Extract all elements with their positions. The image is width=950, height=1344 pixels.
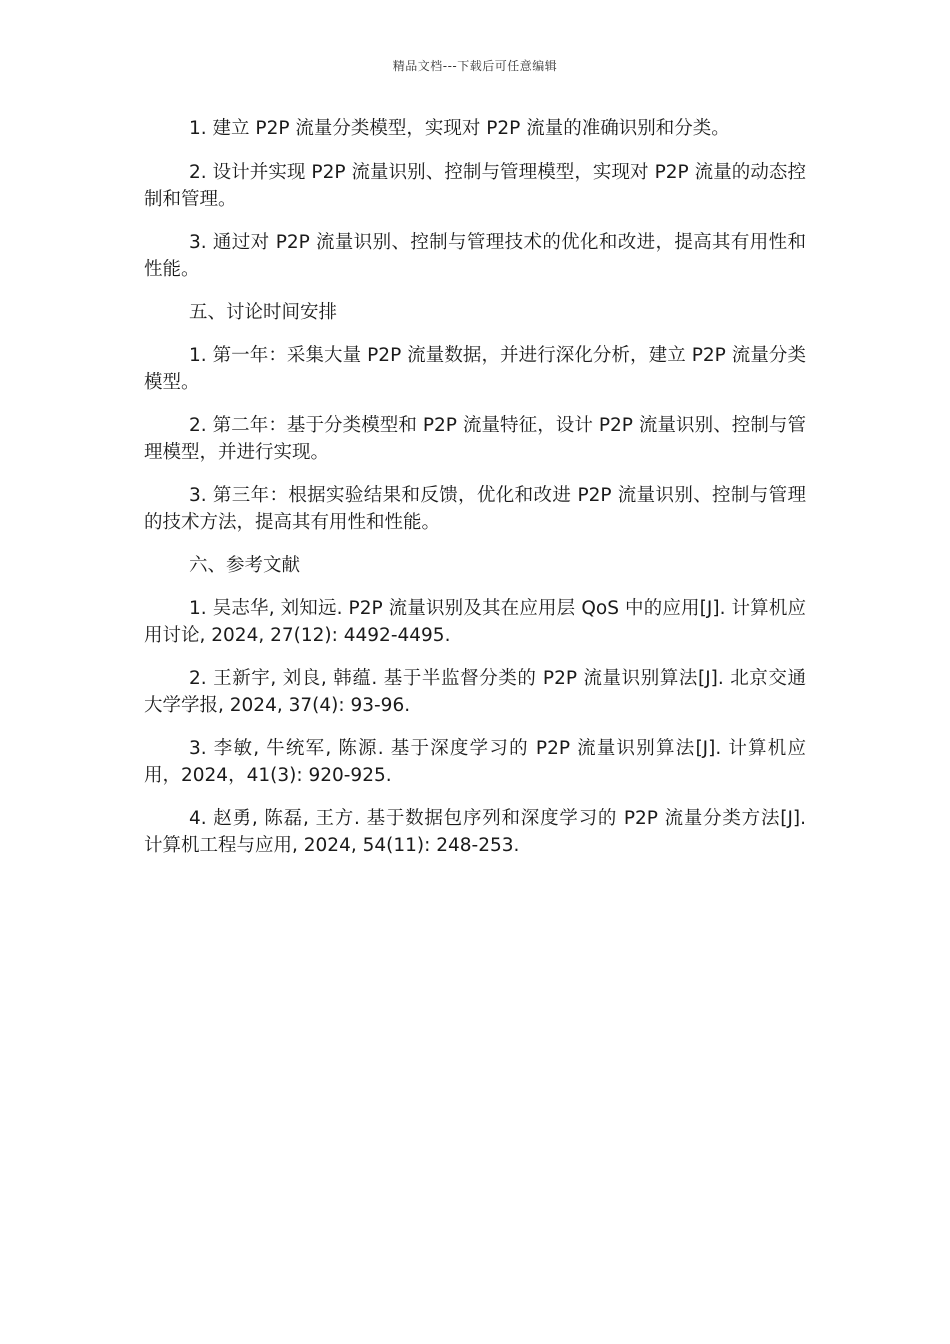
section-heading-references: 六、参考文献 bbox=[189, 555, 301, 576]
reference-item-4: 4. 赵勇, 陈磊, 王方. 基于数据包序列和深度学习的 P2P 流量分类方法[J]. 计算机工程与应用, 2024, 54(11): 248-253. bbox=[144, 808, 806, 856]
schedule-item-1: 1. 第一年：采集大量 P2P 流量数据，并进行深化分析，建立 P2P 流量分类模型。 bbox=[144, 345, 806, 393]
reference-item-3: 3. 李敏, 牛统军, 陈源. 基于深度学习的 P2P 流量识别算法[J]. 计算机应用，2024，41(3): 920-925. bbox=[144, 738, 806, 786]
section-heading-schedule: 五、讨论时间安排 bbox=[189, 302, 338, 323]
goal-item-1: 1. 建立 P2P 流量分类模型，实现对 P2P 流量的准确识别和分类。 bbox=[189, 118, 730, 139]
schedule-item-3: 3. 第三年：根据实验结果和反馈，优化和改进 P2P 流量识别、控制与管理的技术方法，提高其有用性和性能。 bbox=[144, 485, 806, 533]
goal-item-3: 3. 通过对 P2P 流量识别、控制与管理技术的优化和改进，提高其有用性和性能。 bbox=[144, 232, 806, 280]
schedule-item-2: 2. 第二年：基于分类模型和 P2P 流量特征，设计 P2P 流量识别、控制与管理模型，并进行实现。 bbox=[144, 415, 806, 463]
document-body bbox=[144, 115, 806, 875]
goal-item-2: 2. 设计并实现 P2P 流量识别、控制与管理模型，实现对 P2P 流量的动态控制和管理。 bbox=[144, 162, 806, 210]
reference-item-2: 2. 王新宇, 刘良, 韩蕴. 基于半监督分类的 P2P 流量识别算法[J]. 北京交通大学学报, 2024, 37(4): 93-96. bbox=[144, 668, 806, 716]
reference-item-1: 1. 吴志华, 刘知远. P2P 流量识别及其在应用层 QoS 中的应用[J]. 计算机应用讨论, 2024, 27(12): 4492-4495. bbox=[144, 598, 806, 646]
page-header: 精品文档---下载后可任意编辑 bbox=[392, 59, 558, 73]
